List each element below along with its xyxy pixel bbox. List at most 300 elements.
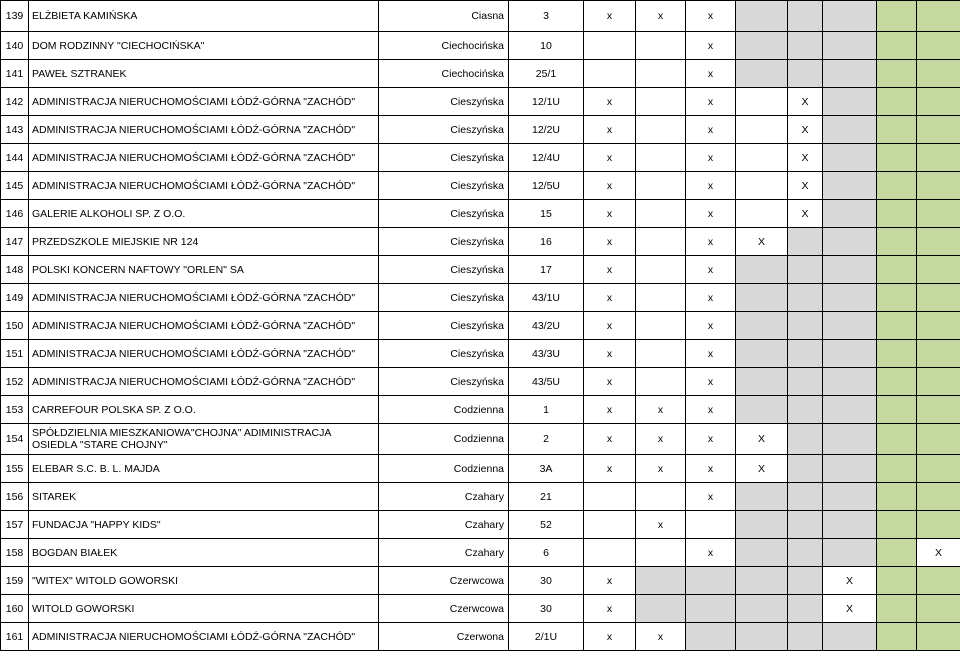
mark-cell [917,623,960,651]
mark-cell [788,511,823,539]
mark-cell: x [584,200,636,228]
table-row [1,396,960,424]
mark-cell [917,116,960,144]
street-name: Czahary [379,539,509,567]
entity-name: DOM RODZINNY "CIECHOCIŃSKA" [29,32,379,60]
mark-cell [917,88,960,116]
mark-cell: x [686,172,736,200]
mark-cell [788,60,823,88]
street-name: Cieszyńska [379,172,509,200]
building-number: 12/4U [509,144,584,172]
mark-cell [736,172,788,200]
mark-cell: x [584,284,636,312]
building-number: 30 [509,595,584,623]
table-row [1,60,960,88]
mark-cell [917,595,960,623]
mark-cell: x [686,200,736,228]
mark-cell [877,172,917,200]
mark-cell [823,424,877,455]
mark-cell [636,60,686,88]
mark-cell [636,88,686,116]
mark-cell [877,228,917,256]
mark-cell [917,396,960,424]
mark-cell [636,172,686,200]
mark-cell: x [584,368,636,396]
table-row [1,284,960,312]
mark-cell: x [584,144,636,172]
mark-cell [877,200,917,228]
table-row [1,424,960,455]
building-number: 12/2U [509,116,584,144]
street-name: Ciechocińska [379,32,509,60]
mark-cell [877,284,917,312]
row-number: 153 [1,396,29,424]
entity-name: POLSKI KONCERN NAFTOWY "ORLEN" SA [29,256,379,284]
mark-cell [736,256,788,284]
building-number: 15 [509,200,584,228]
entity-name: ADMINISTRACJA NIERUCHOMOŚCIAMI ŁÓDŹ-GÓRNA "ZACHÓD" [29,368,379,396]
street-name: Cieszyńska [379,116,509,144]
mark-cell [823,539,877,567]
mark-cell [584,511,636,539]
building-number: 12/1U [509,88,584,116]
mark-cell [636,483,686,511]
entity-name: ADMINISTRACJA NIERUCHOMOŚCIAMI ŁÓDŹ-GÓRNA "ZACHÓD" [29,623,379,651]
mark-cell: x [636,396,686,424]
entity-name: ADMINISTRACJA NIERUCHOMOŚCIAMI ŁÓDŹ-GÓRNA "ZACHÓD" [29,116,379,144]
building-number: 16 [509,228,584,256]
mark-cell [636,539,686,567]
mark-cell [788,340,823,368]
mark-cell [823,228,877,256]
mark-cell [584,539,636,567]
mark-cell [636,32,686,60]
mark-cell: x [584,116,636,144]
street-name: Cieszyńska [379,200,509,228]
entity-name: ADMINISTRACJA NIERUCHOMOŚCIAMI ŁÓDŹ-GÓRNA "ZACHÓD" [29,88,379,116]
entity-name: FUNDACJA "HAPPY KIDS" [29,511,379,539]
street-name: Codzienna [379,396,509,424]
mark-cell [788,567,823,595]
street-name: Cieszyńska [379,256,509,284]
mark-cell: x [686,396,736,424]
table-row [1,228,960,256]
entity-name: ELŻBIETA KAMIŃSKA [29,1,379,32]
building-number: 25/1 [509,60,584,88]
mark-cell [636,116,686,144]
table-row [1,539,960,567]
entity-name: PAWEŁ SZTRANEK [29,60,379,88]
mark-cell [788,424,823,455]
building-number: 3 [509,1,584,32]
mark-cell [877,567,917,595]
row-number: 148 [1,256,29,284]
mark-cell: x [584,88,636,116]
table-row [1,340,960,368]
entity-name: ADMINISTRACJA NIERUCHOMOŚCIAMI ŁÓDŹ-GÓRNA "ZACHÓD" [29,340,379,368]
row-number: 161 [1,623,29,651]
mark-cell [636,595,686,623]
entity-name: BOGDAN BIAŁEK [29,539,379,567]
mark-cell [917,1,960,32]
mark-cell: x [686,88,736,116]
mark-cell [877,424,917,455]
mark-cell: x [584,256,636,284]
mark-cell [636,340,686,368]
mark-cell [917,200,960,228]
mark-cell [686,567,736,595]
mark-cell [917,284,960,312]
table-row [1,144,960,172]
mark-cell: x [686,340,736,368]
mark-cell [636,368,686,396]
mark-cell [736,511,788,539]
mark-cell [877,144,917,172]
table-row [1,1,960,32]
row-number: 154 [1,424,29,455]
table-row [1,368,960,396]
mark-cell: x [686,60,736,88]
mark-cell [788,284,823,312]
entity-name: ADMINISTRACJA NIERUCHOMOŚCIAMI ŁÓDŹ-GÓRNA "ZACHÓD" [29,312,379,340]
mark-cell [917,60,960,88]
mark-cell: X [736,455,788,483]
table-row [1,312,960,340]
table-row [1,623,960,651]
mark-cell [736,340,788,368]
mark-cell [877,312,917,340]
mark-cell [736,595,788,623]
mark-cell [636,284,686,312]
mark-cell [788,396,823,424]
mark-cell: x [686,424,736,455]
mark-cell [686,595,736,623]
street-name: Ciasna [379,1,509,32]
street-name: Cieszyńska [379,144,509,172]
row-number: 156 [1,483,29,511]
table-row [1,483,960,511]
mark-cell [736,60,788,88]
mark-cell: x [584,312,636,340]
row-number: 143 [1,116,29,144]
street-name: Codzienna [379,424,509,455]
mark-cell [636,256,686,284]
street-name: Czahary [379,483,509,511]
mark-cell: x [584,595,636,623]
mark-cell [823,172,877,200]
mark-cell [917,455,960,483]
row-number: 157 [1,511,29,539]
building-number: 21 [509,483,584,511]
mark-cell [736,88,788,116]
mark-cell [877,396,917,424]
mark-cell: x [636,1,686,32]
mark-cell [917,511,960,539]
mark-cell: x [636,424,686,455]
entity-name: ADMINISTRACJA NIERUCHOMOŚCIAMI ŁÓDŹ-GÓRNA "ZACHÓD" [29,172,379,200]
mark-cell [736,396,788,424]
building-number: 43/5U [509,368,584,396]
mark-cell [823,368,877,396]
row-number: 144 [1,144,29,172]
building-number: 43/3U [509,340,584,368]
mark-cell: X [788,200,823,228]
mark-cell: x [584,172,636,200]
mark-cell: x [584,340,636,368]
mark-cell [823,1,877,32]
mark-cell: x [584,424,636,455]
entity-name: GALERIE ALKOHOLI SP. Z O.O. [29,200,379,228]
street-name: Czerwcowa [379,595,509,623]
building-number: 2 [509,424,584,455]
mark-cell [686,511,736,539]
mark-cell: x [584,567,636,595]
mark-cell [877,623,917,651]
street-name: Cieszyńska [379,368,509,396]
mark-cell [788,228,823,256]
mark-cell: X [788,144,823,172]
mark-cell: x [686,116,736,144]
street-name: Cieszyńska [379,312,509,340]
mark-cell [788,539,823,567]
mark-cell [788,483,823,511]
mark-cell [917,256,960,284]
table-body [1,1,960,651]
mark-cell: x [584,228,636,256]
building-number: 3A [509,455,584,483]
mark-cell [823,623,877,651]
mark-cell [788,256,823,284]
mark-cell [877,88,917,116]
mark-cell [788,455,823,483]
street-name: Cieszyńska [379,228,509,256]
street-name: Czerwona [379,623,509,651]
mark-cell: x [686,455,736,483]
mark-cell [636,312,686,340]
building-number: 52 [509,511,584,539]
mark-cell [877,340,917,368]
row-number: 140 [1,32,29,60]
row-number: 159 [1,567,29,595]
mark-cell [823,60,877,88]
mark-cell: x [686,284,736,312]
mark-cell [823,200,877,228]
mark-cell: x [584,623,636,651]
entity-name: ADMINISTRACJA NIERUCHOMOŚCIAMI ŁÓDŹ-GÓRNA "ZACHÓD" [29,144,379,172]
mark-cell [636,228,686,256]
mark-cell [686,623,736,651]
mark-cell [917,228,960,256]
mark-cell [917,144,960,172]
mark-cell [823,256,877,284]
building-number: 2/1U [509,623,584,651]
mark-cell [917,368,960,396]
mark-cell [877,256,917,284]
row-number: 158 [1,539,29,567]
building-number: 17 [509,256,584,284]
building-number: 10 [509,32,584,60]
mark-cell [736,623,788,651]
mark-cell [736,116,788,144]
mark-cell [788,595,823,623]
mark-cell [823,32,877,60]
building-number: 43/2U [509,312,584,340]
mark-cell: x [686,312,736,340]
mark-cell: x [686,1,736,32]
mark-cell [877,455,917,483]
building-number: 6 [509,539,584,567]
mark-cell: X [736,228,788,256]
mark-cell: X [736,424,788,455]
mark-cell [788,368,823,396]
street-name: Czahary [379,511,509,539]
mark-cell: X [823,567,877,595]
building-number: 43/1U [509,284,584,312]
street-name: Cieszyńska [379,340,509,368]
row-number: 151 [1,340,29,368]
building-number: 12/5U [509,172,584,200]
table-row [1,172,960,200]
mark-cell [823,483,877,511]
mark-cell [877,60,917,88]
mark-cell [636,567,686,595]
row-number: 141 [1,60,29,88]
mark-cell: x [584,396,636,424]
entity-name: "WITEX" WITOLD GOWORSKI [29,567,379,595]
mark-cell: X [917,539,960,567]
row-number: 139 [1,1,29,32]
mark-cell [877,1,917,32]
mark-cell [877,511,917,539]
mark-cell: x [686,256,736,284]
table-row [1,88,960,116]
row-number: 149 [1,284,29,312]
mark-cell [823,455,877,483]
mark-cell: x [686,32,736,60]
mark-cell [636,144,686,172]
mark-cell [917,312,960,340]
mark-cell [917,172,960,200]
street-name: Codzienna [379,455,509,483]
entity-name: ELEBAR S.C. B. L. MAJDA [29,455,379,483]
table-row [1,595,960,623]
mark-cell [917,424,960,455]
mark-cell: X [823,595,877,623]
mark-cell [877,368,917,396]
row-number: 155 [1,455,29,483]
mark-cell [917,32,960,60]
table-row [1,511,960,539]
entity-name: CARREFOUR POLSKA SP. Z O.O. [29,396,379,424]
mark-cell: X [788,172,823,200]
mark-cell [823,284,877,312]
street-name: Ciechocińska [379,60,509,88]
mark-cell: X [788,88,823,116]
entity-name: SPÓŁDZIELNIA MIESZKANIOWA"CHOJNA" ADIMINISTRACJA OSIEDLA "STARE CHOJNY" [29,424,379,455]
row-number: 145 [1,172,29,200]
mark-cell: x [636,623,686,651]
mark-cell [823,511,877,539]
mark-cell [788,32,823,60]
mark-cell [877,116,917,144]
entity-name: PRZEDSZKOLE MIEJSKIE NR 124 [29,228,379,256]
row-number: 160 [1,595,29,623]
mark-cell [736,483,788,511]
mark-cell [736,32,788,60]
mark-cell: x [636,511,686,539]
mark-cell [788,312,823,340]
table-row [1,256,960,284]
mark-cell [877,539,917,567]
mark-cell [636,200,686,228]
mark-cell [823,396,877,424]
mark-cell: X [788,116,823,144]
mark-cell [917,483,960,511]
table-row [1,116,960,144]
street-name: Czerwcowa [379,567,509,595]
building-number: 1 [509,396,584,424]
mark-cell [823,116,877,144]
table-row [1,32,960,60]
mark-cell [736,312,788,340]
mark-cell [584,483,636,511]
row-number: 147 [1,228,29,256]
mark-cell [584,60,636,88]
entity-name: ADMINISTRACJA NIERUCHOMOŚCIAMI ŁÓDŹ-GÓRNA "ZACHÓD" [29,284,379,312]
mark-cell [584,32,636,60]
mark-cell [788,623,823,651]
mark-cell [736,567,788,595]
mark-cell: x [584,1,636,32]
mark-cell [823,312,877,340]
mark-cell [877,595,917,623]
mark-cell [736,539,788,567]
mark-cell: x [686,228,736,256]
mark-cell [736,1,788,32]
mark-cell: x [686,539,736,567]
street-name: Cieszyńska [379,88,509,116]
table-row [1,567,960,595]
row-number: 142 [1,88,29,116]
mark-cell: x [686,144,736,172]
table-row [1,200,960,228]
row-number: 146 [1,200,29,228]
mark-cell [736,144,788,172]
table-row [1,455,960,483]
street-name: Cieszyńska [379,284,509,312]
mark-cell [823,144,877,172]
row-number: 152 [1,368,29,396]
row-number: 150 [1,312,29,340]
mark-cell: x [584,455,636,483]
mark-cell [823,88,877,116]
mark-cell [736,368,788,396]
mark-cell: x [686,483,736,511]
mark-cell [917,567,960,595]
entity-name: SITAREK [29,483,379,511]
mark-cell: x [686,368,736,396]
mark-cell [736,284,788,312]
building-number: 30 [509,567,584,595]
mark-cell [877,32,917,60]
mark-cell [877,483,917,511]
entity-name: WITOLD GOWORSKI [29,595,379,623]
mark-cell [736,200,788,228]
mark-cell [788,1,823,32]
mark-cell: x [636,455,686,483]
mark-cell [917,340,960,368]
mark-cell [823,340,877,368]
